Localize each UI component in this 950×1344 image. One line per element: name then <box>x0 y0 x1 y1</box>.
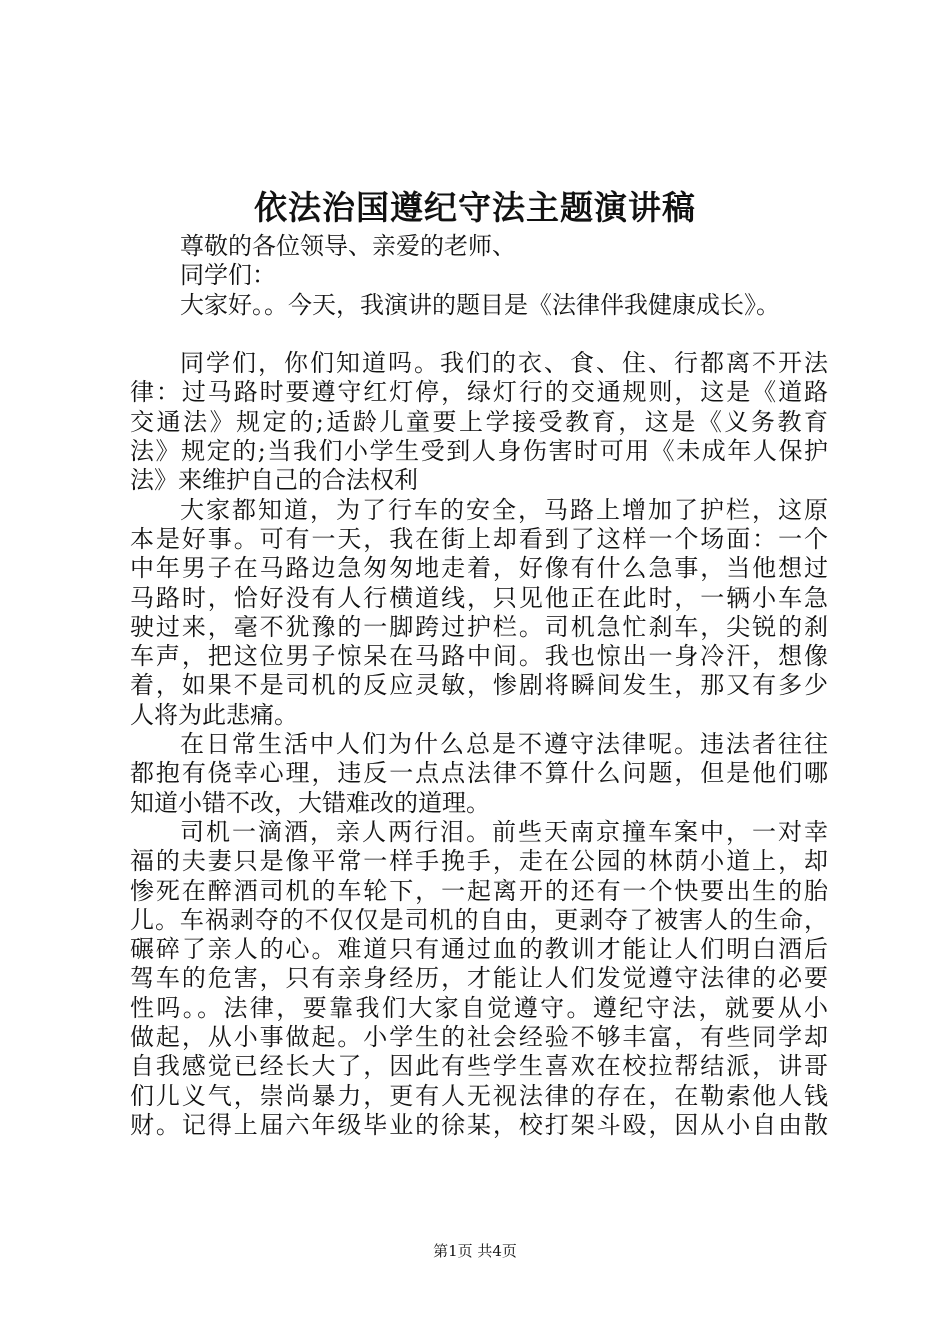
body-line: 人将为此悲痛。 <box>130 700 298 729</box>
body-line: 驶过来，毫不犹豫的一脚跨过护栏。司机急忙刹车，尖锐的刹 <box>130 612 828 641</box>
body-line: 在日常生活中人们为什么总是不遵守法律呢。违法者往往 <box>180 730 828 759</box>
body-line: 司机一滴酒，亲人两行泪。前些天南京撞车案中，一对幸 <box>180 817 828 846</box>
blank-line <box>130 320 828 349</box>
body-line: 财。记得上届六年级毕业的徐某，校打架斗殴，因从小自由散 <box>130 1110 828 1139</box>
body-line: 本是好事。可有一天，我在街上却看到了这样一个场面：一个 <box>130 524 828 553</box>
body-line: 碾碎了亲人的心。难道只有通过血的教训才能让人们明白酒后 <box>130 935 828 964</box>
body-line: 法》规定的;当我们小学生受到人身伤害时可用《未成年人保护 <box>130 437 828 466</box>
body-line: 性吗。。法律，要靠我们大家自觉遵守。遵纪守法，就要从小 <box>130 993 828 1022</box>
body-line: 大家好。。今天，我演讲的题目是《法律伴我健康成长》。 <box>180 290 780 319</box>
body-line: 驾车的危害，只有亲身经历，才能让人们发觉遵守法律的必要 <box>130 964 828 993</box>
body-line: 车声，把这位男子惊呆在马路中间。我也惊出一身冷汗，想像 <box>130 642 828 671</box>
body-line: 尊敬的各位领导、亲爱的老师、 <box>180 232 516 260</box>
body-line: 儿。车祸剥夺的不仅仅是司机的自由，更剥夺了被害人的生命， <box>130 905 828 934</box>
body-line: 惨死在醉酒司机的车轮下，一起离开的还有一个快要出生的胎 <box>130 876 828 905</box>
body-line: 马路时，恰好没有人行横道线，只见他正在此时，一辆小车急 <box>130 583 828 612</box>
body-line: 大家都知道，为了行车的安全，马路上增加了护栏，这原 <box>180 495 828 524</box>
body-line: 法》来维护自己的合法权利 <box>130 466 418 495</box>
body-line: 律：过马路时要遵守红灯停，绿灯行的交通规则，这是《道路 <box>130 378 828 407</box>
body-line: 知道小错不改，大错难改的道理。 <box>130 788 490 817</box>
body-line: 做起，从小事做起。小学生的社会经验不够丰富，有些同学却 <box>130 1023 828 1052</box>
document-title: 依法治国遵纪守法主题演讲稿 <box>254 188 696 227</box>
document-body <box>130 232 828 1140</box>
body-line: 自我感觉已经长大了，因此有些学生喜欢在校拉帮结派，讲哥 <box>130 1052 828 1081</box>
body-line: 着，如果不是司机的反应灵敏，惨剧将瞬间发生，那又有多少 <box>130 671 828 700</box>
body-line: 交通法》规定的;适龄儿童要上学接受教育，这是《义务教育 <box>130 407 828 436</box>
page-footer: 第1页 共4页 <box>433 1242 517 1260</box>
body-line: 同学们： <box>180 261 276 290</box>
body-line: 中年男子在马路边急匆匆地走着，好像有什么急事，当他想过 <box>130 554 828 583</box>
body-line: 们儿义气，崇尚暴力，更有人无视法律的存在，在勒索他人钱 <box>130 1081 828 1110</box>
body-line: 福的夫妻只是像平常一样手挽手，走在公园的林荫小道上，却 <box>130 847 828 876</box>
body-line: 都抱有侥幸心理，违反一点点法律不算什么问题，但是他们哪 <box>130 759 828 788</box>
body-line: 同学们，你们知道吗。我们的衣、食、住、行都离不开法 <box>180 349 828 378</box>
